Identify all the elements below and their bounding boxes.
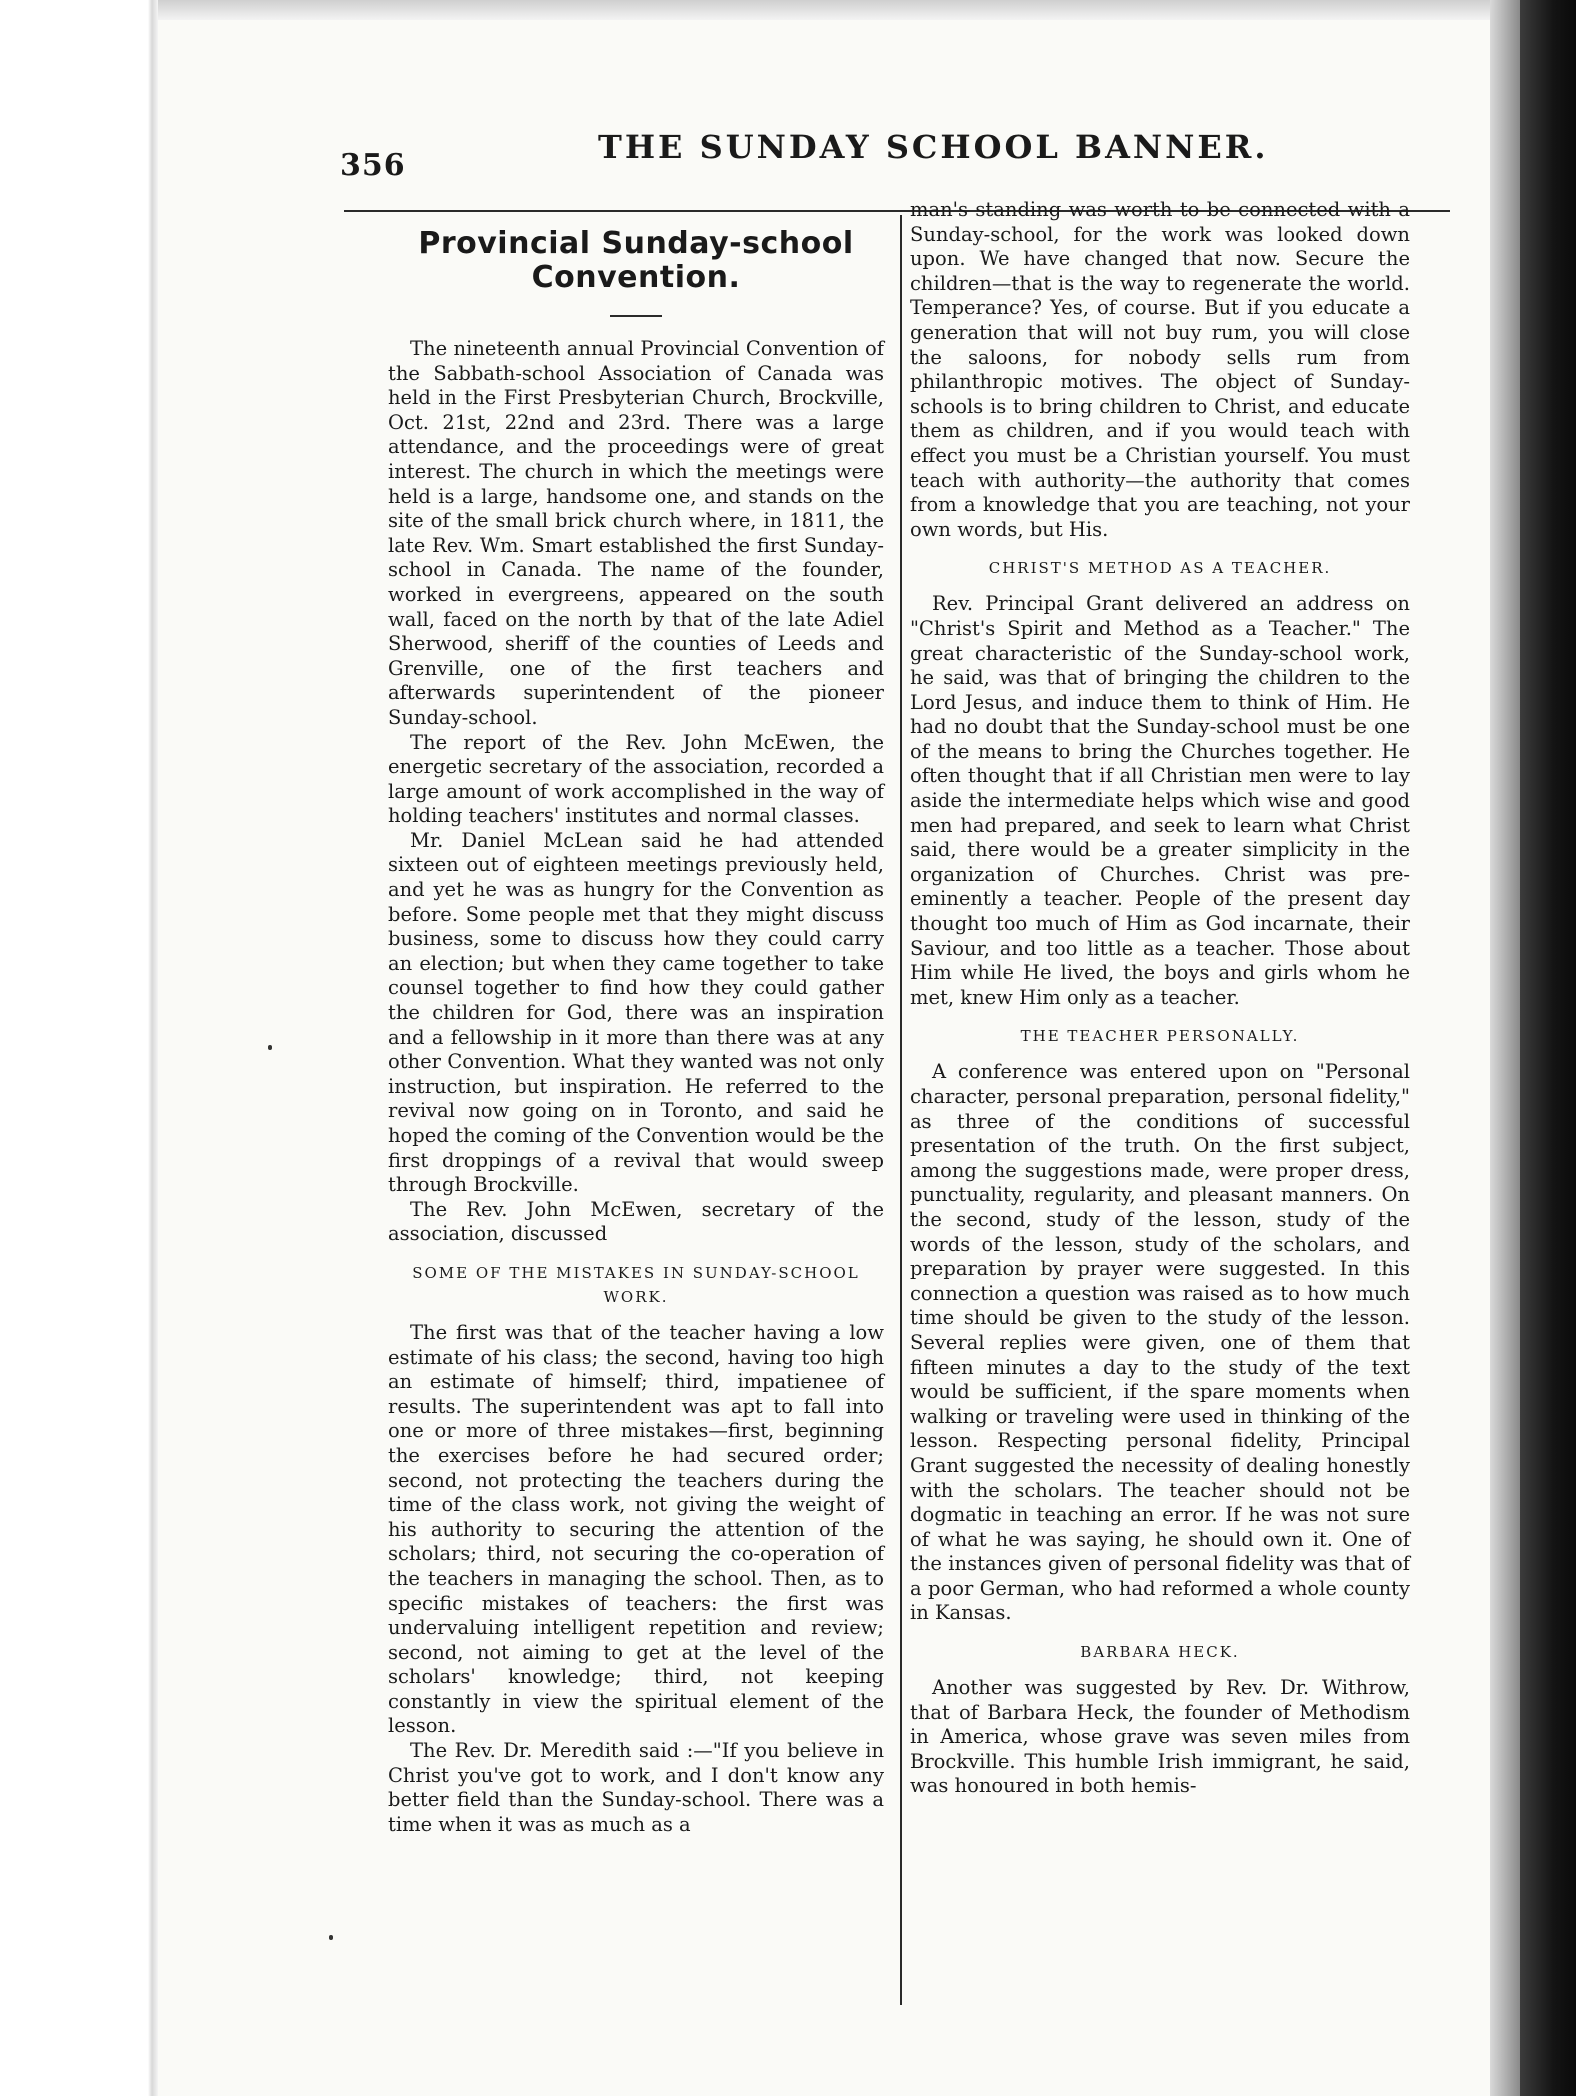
running-title: THE SUNDAY SCHOOL BANNER. [598, 128, 1269, 166]
book-page-edge [1490, 0, 1520, 2096]
conference-paragraph: A conference was entered upon on "Personal character, personal preparation, personal fidelity," as three of the conditions of successful presentation of the truth. On the first subject, among the suggestions made, were proper dress, punctuality, regularity, and pleasant manners. On the second, study of the lesson, study of the words of the lesson, study of the scholars, and preparation by prayer were suggested. In this connection a question was raised as to how much time should be given to the study of the lesson. Several replies were given, one of them that fifteen minutes a day to the study of the text would be sufficient, if the spare moments when walking or traveling were used in thinking of the lesson. Respecting personal fidelity, Principal Grant suggested the necessity of dealing honestly with the scholars. The teacher should not be dogmatic in teaching an error. If he was not sure of what he was saying, he should own it. One of the instances given of personal fidelity was that of a poor German, who had reformed a whole county in Kansas. [910, 1060, 1410, 1625]
book-cover-edge [1520, 0, 1576, 2096]
intro-paragraph: The nineteenth annual Provincial Convention of the Sabbath-school Association of Canada was held in the First Presbyterian Church, Brockville, Oct. 21st, 22nd and 23rd. There was a large attendance, and the proceedings were of great interest. The church in which the meetings were held is a large, handsome one, and stands on the site of the small brick church where, in 1811, the late Rev. Wm. Smart established the first Sunday-school in Canada. The name of the founder, worked in evergreens, appeared on the south wall, faced on the north by that of the late Adiel Sherwood, sheriff of the counties of Leeds and Grenville, one of the first teachers and afterwards superintendent of the pioneer Sunday-school. [388, 337, 884, 729]
scan-left-edge [148, 0, 158, 2096]
grant-paragraph: Rev. Principal Grant delivered an address on "Christ's Spirit and Method as a Teacher." The great characteristic of the Sunday-school work, he said, was that of bringing the children to the Lord Jesus, and induce them to think of Him. He had no doubt that the Sunday-school must be one of the means to bring the Churches together. He often thought that if all Christian men were to lay aside the intermediate helps which wise and good men had prepared, and seek to learn what Christ said, there would be a greater simplicity in the organization of Churches. Christ was pre-eminently a teacher. People of the present day thought too much of Him as God incarnate, their Saviour, and too little as a teacher. Those about Him while He lived, the boys and girls whom he met, knew Him only as a teacher. [910, 592, 1410, 1009]
heck-paragraph: Another was suggested by Rev. Dr. Withrow, that of Barbara Heck, the founder of Methodism in America, whose grave was seven miles from Brockville. This humble Irish immigrant, he said, was honoured in both hemis- [910, 1676, 1410, 1798]
scan-speck [329, 1935, 333, 1940]
article-title: Provincial Sunday-school Convention. [418, 226, 854, 295]
section-heading-barbara-heck: BARBARA HECK. [1080, 1643, 1240, 1662]
title-rule [610, 315, 662, 317]
section-heading-christ-method: CHRIST'S METHOD AS A TEACHER. [988, 559, 1332, 578]
scan-speck [268, 1045, 272, 1050]
section-heading-mistakes: SOME OF THE MISTAKES IN SUNDAY-SCHOOL WORK. [412, 1263, 860, 1306]
mcewen-paragraph: The Rev. John McEwen, secretary of the association, discussed [388, 1197, 884, 1246]
right-column [910, 198, 1410, 1799]
meredith-paragraph: The Rev. Dr. Meredith said :—"If you believe in Christ you've got to work, and I don't know any better field than the Sunday-school. There was a time when it was as much as a [388, 1739, 884, 1836]
page-number: 356 [340, 148, 406, 183]
section-heading-teacher-personally: THE TEACHER PERSONALLY. [1020, 1027, 1300, 1046]
column-rule [900, 215, 902, 2005]
report-paragraph: The report of the Rev. John McEwen, the energetic secretary of the association, recorded a large amount of work accomplished in the way of holding teachers' institutes and normal classes. [388, 730, 884, 828]
mclean-paragraph: Mr. Daniel McLean said he had attended sixteen out of eighteen meetings previously held, and yet he was as hungry for the Convention as before. Some people met that they might discuss business, some to discuss how they could carry an election; but when they came together to take counsel together to find how they could gather the children for God, there was an inspiration and a fellowship in it more than there was at any other Convention. What they wanted was not only instruction, but inspiration. He referred to the revival now going on in Toronto, and said he hoped the coming of the Convention would be the first droppings of a revival that would sweep through Brockville. [388, 828, 884, 1197]
left-column [388, 215, 884, 1837]
continued-paragraph: man's standing was worth to be connected with a Sunday-school, for the work was looked down upon. We have changed that now. Secure the children—that is the way to regenerate the world. Temperance? Yes, of course. But if you educate a generation that will not buy rum, you will close the saloons, for nobody sells rum from philanthropic motives. The object of Sunday-schools is to bring children to Christ, and educate them as children, and if you would teach with effect you must be a Christian yourself. You must teach with authority—the authority that comes from a knowledge that you are teaching, not your own words, but His. [910, 198, 1410, 541]
mistakes-paragraph: The first was that of the teacher having a low estimate of his class; the second, having too high an estimate of himself; third, impatienee of results. The superintendent was apt to fall into one or more of three mistakes—first, beginning the exercises before he had secured order; second, not protecting the teachers during the time of the class work, not giving the weight of his authority to securing the attention of the scholars; third, not securing the co-operation of the teachers in managing the school. Then, as to specific mistakes of teachers: the first was undervaluing intelligent repetition and review; second, not aiming to get at the level of the scholars' knowledge; third, not keeping constantly in view the spiritual element of the lesson. [388, 1320, 884, 1738]
